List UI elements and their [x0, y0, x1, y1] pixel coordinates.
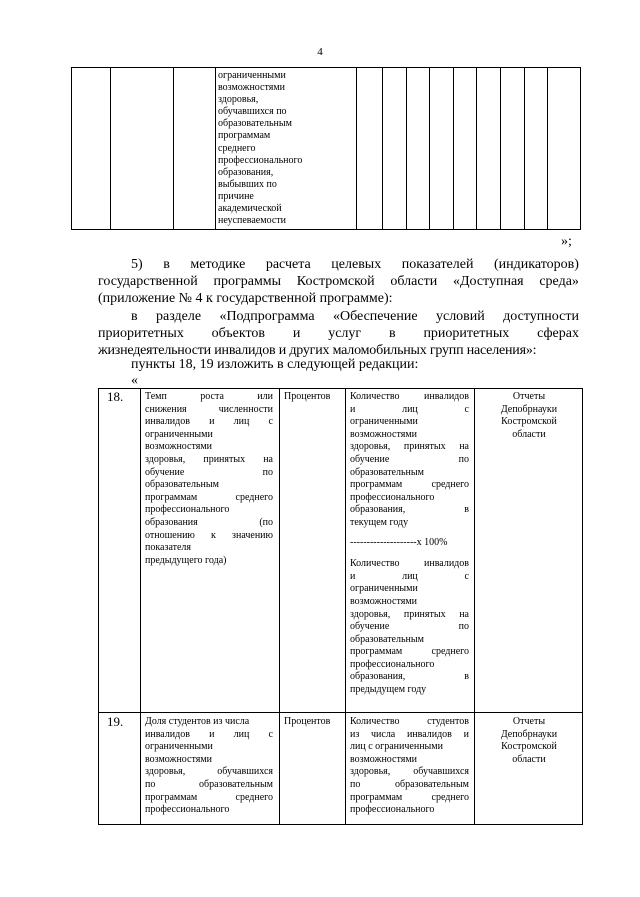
table-column-divider	[500, 68, 501, 229]
row-19-unit: Процентов	[284, 716, 331, 727]
table-column-divider	[429, 68, 430, 229]
row-19-indicator-name: Доля студентов из числа инвалидов и лиц с ограниченными возможностями здоровья, обучавшихся по образовательным программам среднего профессионального	[145, 716, 273, 816]
paragraph-5-line-3: (приложение № 4 к государственной программе):	[98, 291, 393, 306]
row-19-data-source: Отчеты Депобрнауки Костромской области	[500, 716, 558, 765]
paragraph-section-line-2: приоритетных объектов и услуг в приоритетных сферах	[98, 326, 579, 341]
paragraph-5-line-1: 5) в методике расчета целевых показателей (индикаторов)	[131, 257, 579, 272]
row-18-indicator-name: Темп роста или снижения численности инвалидов и лиц с ограниченными возможностями здоровья, принятых на обучение по образовательным программам среднего профессионального образования (по отношению к значению показателя предыдущего года)	[145, 391, 273, 566]
paragraph-section-line-1: в разделе «Подпрограмма «Обеспечение условий доступности	[131, 309, 579, 324]
continued-table	[71, 67, 581, 230]
row-19-calculation-method: Количество студентов из числа инвалидов и лиц с ограниченными возможностями здоровья, обучавшихся по образовательным программам среднего профессионального	[350, 716, 469, 816]
page-number: 4	[317, 46, 323, 58]
row-18-data-source: Отчеты Депобрнауки Костромской области	[500, 391, 558, 440]
table-row-divider	[99, 712, 582, 713]
table-column-divider	[140, 389, 141, 824]
table-column-divider	[382, 68, 383, 229]
opening-quote: «	[131, 373, 138, 388]
paragraph-section-line-3: жизнедеятельности инвалидов и других маломобильных групп населения»:	[98, 343, 537, 358]
table-column-divider	[345, 389, 346, 824]
table-column-divider	[406, 68, 407, 229]
row-19-number: 19.	[107, 714, 124, 729]
table-column-divider	[173, 68, 174, 229]
closing-quote: »;	[561, 234, 572, 249]
row-18-calculation-method: Количество инвалидов и лиц с ограниченными возможностями здоровья, принятых на обучение по образовательным программам среднего профессионального образования, в текущем году --------------------х 100% Количество инвалидов и лиц с ограниченными возможностями здоровья, принятых на обучение по образовательным программам среднего профессионального образования, в предыдущем году	[350, 391, 469, 696]
indicator-name-continued: ограниченными возможностями здоровья, обучавшихся по образовательным программам среднего профессионального образования, выбывших по причине академической неуспеваемости	[218, 70, 303, 227]
table-column-divider	[110, 68, 111, 229]
table-column-divider	[547, 68, 548, 229]
table-column-divider	[453, 68, 454, 229]
paragraph-5-line-2: государственной программы Костромской области «Доступная среда»	[98, 274, 579, 289]
paragraph-items: пункты 18, 19 изложить в следующей редакции:	[131, 357, 419, 372]
row-18-unit: Процентов	[284, 391, 331, 402]
row-18-number: 18.	[107, 389, 124, 404]
table-column-divider	[476, 68, 477, 229]
table-column-divider	[356, 68, 357, 229]
table-column-divider	[279, 389, 280, 824]
indicators-table	[98, 388, 583, 825]
table-column-divider	[524, 68, 525, 229]
table-column-divider	[215, 68, 216, 229]
fraction-line: --------------------х 100%	[350, 536, 448, 548]
